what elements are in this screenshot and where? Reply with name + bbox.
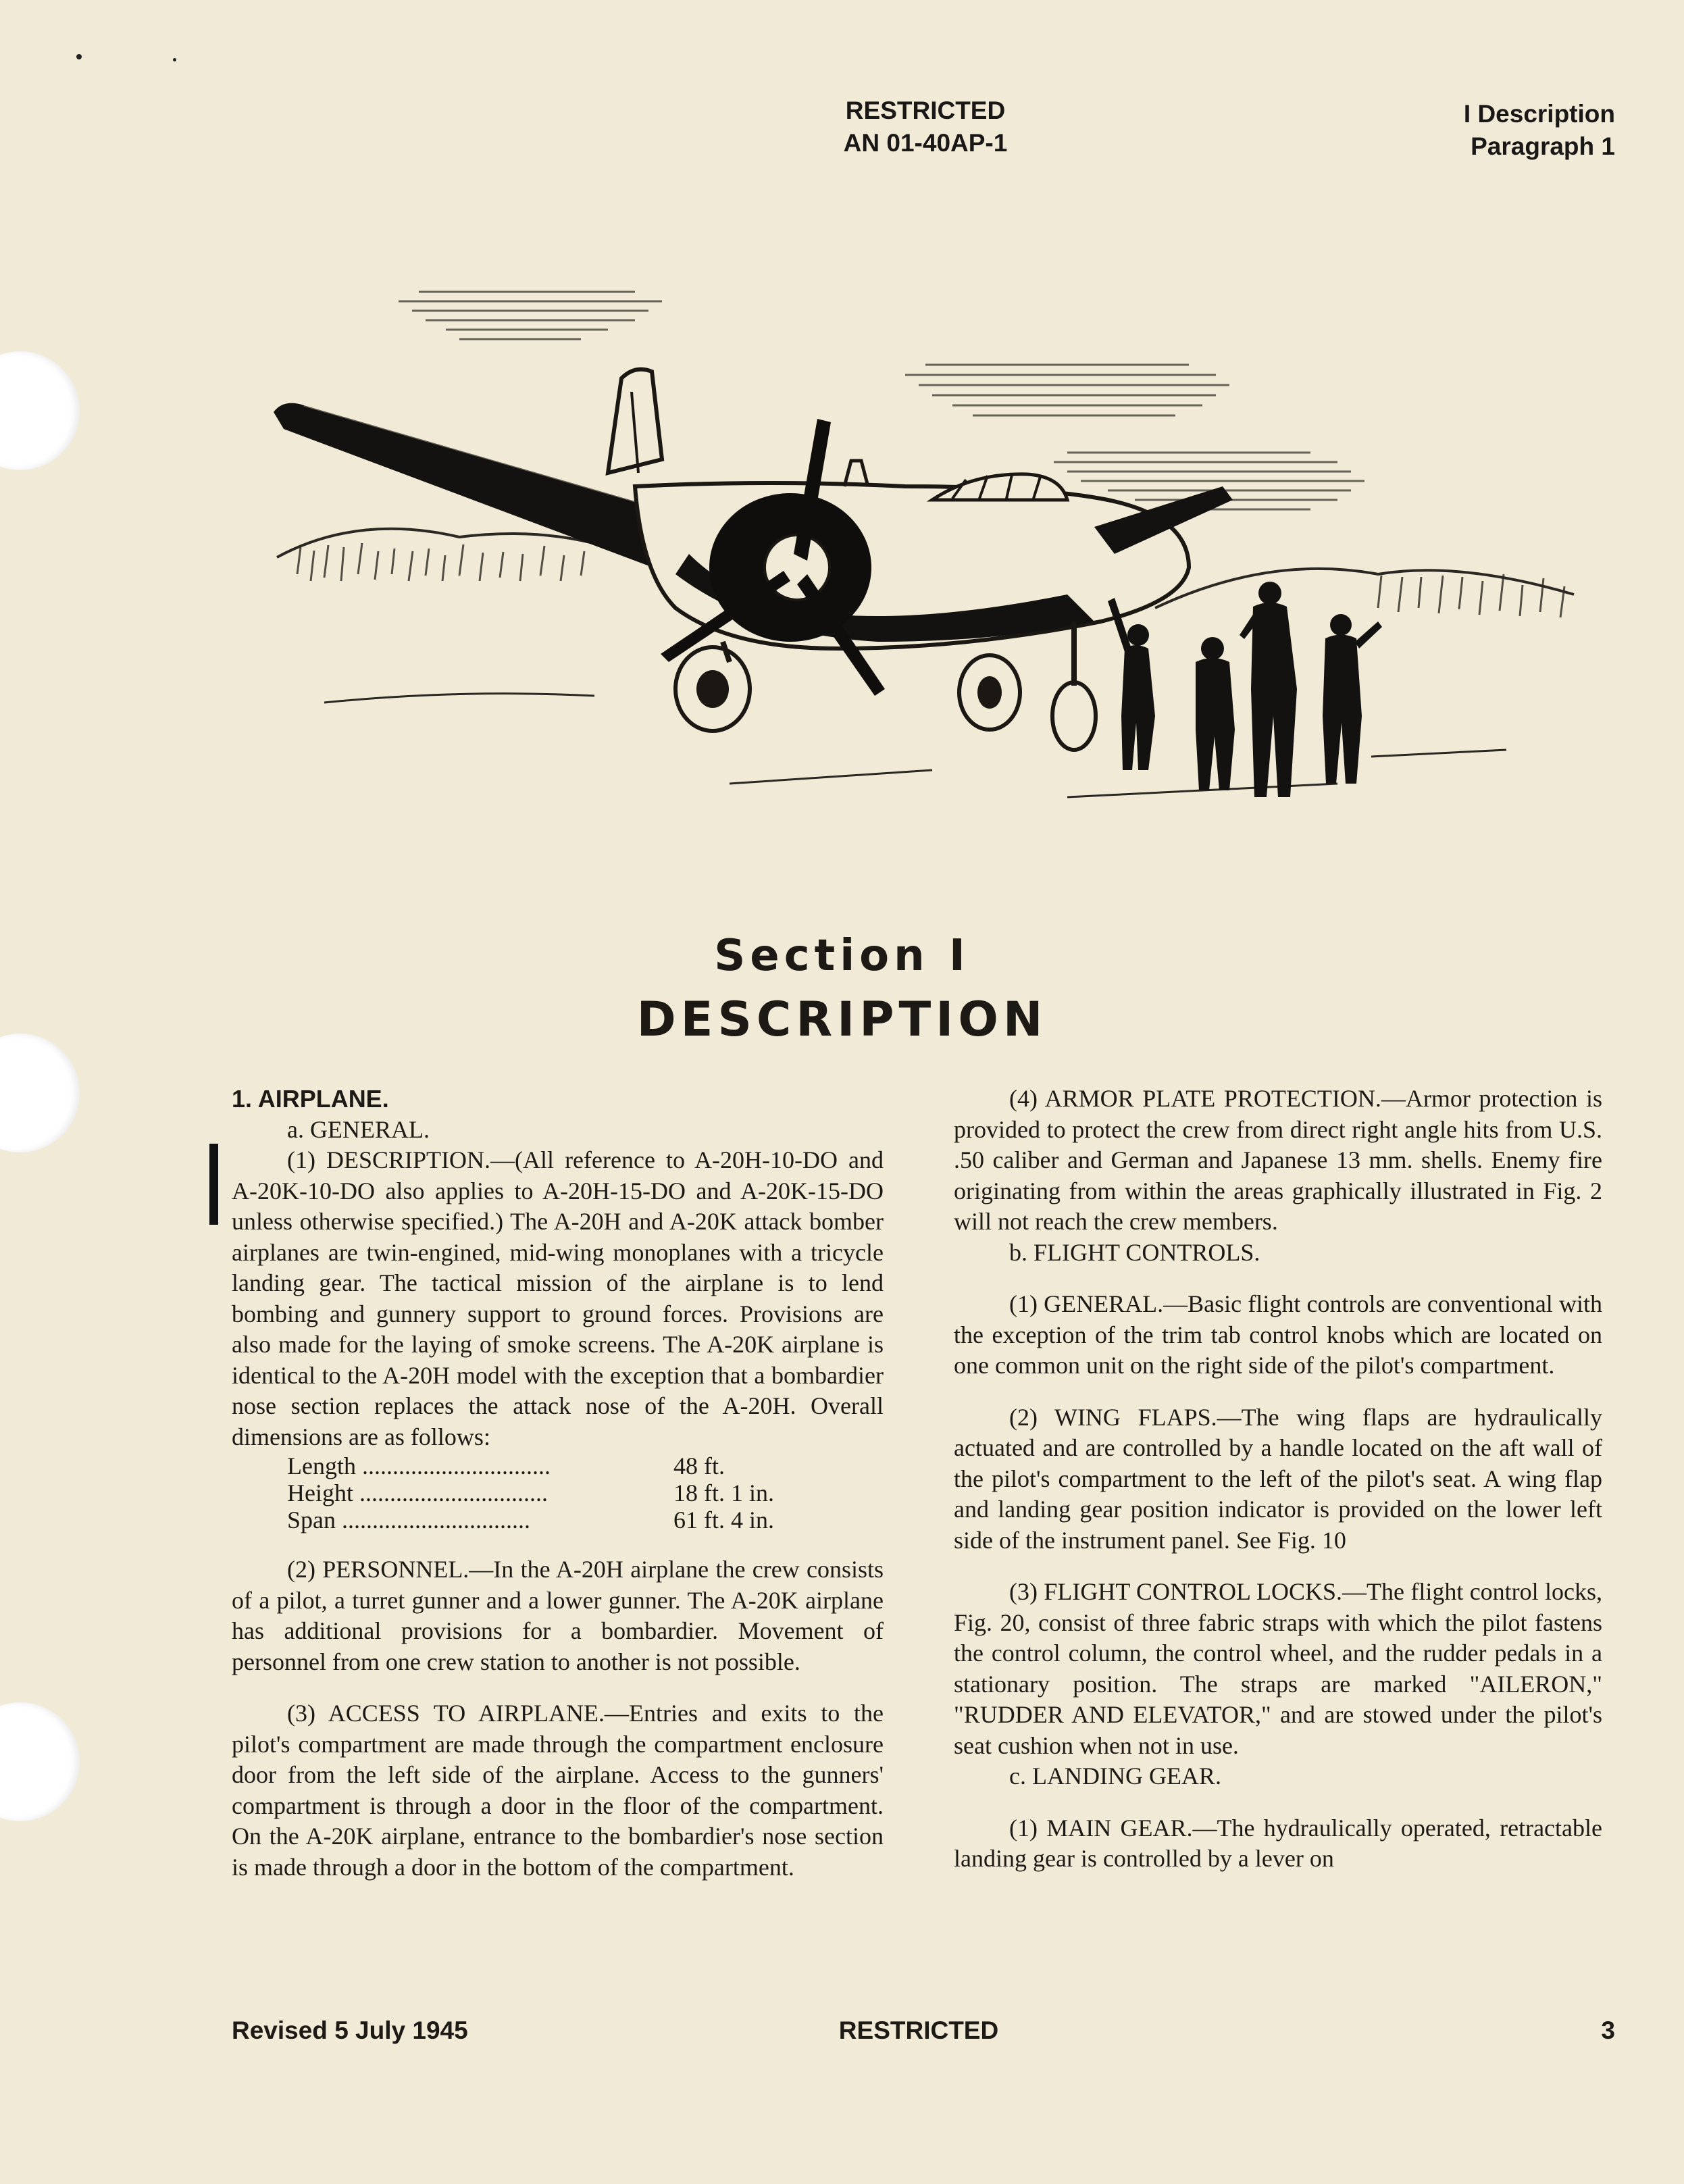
dimension-label: Span — [287, 1506, 336, 1533]
header-center — [757, 95, 1094, 159]
left-column — [232, 1084, 884, 1883]
airplane-illustration — [257, 284, 1601, 959]
subheading-flight-controls: b. FLIGHT CONTROLS. — [1009, 1238, 1260, 1266]
dimension-label: Length — [287, 1452, 356, 1479]
paragraph-main-gear: (1) MAIN GEAR.—The hydraulically operated, retractable landing gear is controlled by a lever on — [954, 1814, 1602, 1872]
section-number: Section I — [714, 931, 970, 981]
binder-hole — [0, 1702, 80, 1821]
dimensions-table — [287, 1452, 774, 1533]
header-section-ref: I Description — [1463, 100, 1615, 128]
header-doc-number: AN 01-40AP-1 — [843, 129, 1008, 157]
paragraph-flight-general: (1) GENERAL.—Basic flight controls are conventional with the exception of the trim tab control knobs which are located on one common unit on the right side of the pilot's compartment. — [954, 1290, 1602, 1379]
right-column — [954, 1084, 1602, 1875]
dimension-label: Height — [287, 1479, 353, 1506]
binder-hole — [0, 1034, 80, 1152]
subheading-landing-gear: c. LANDING GEAR. — [1009, 1762, 1221, 1789]
page-number: 3 — [1601, 2016, 1615, 2044]
paragraph-personnel: (2) PERSONNEL.—In the A-20H airplane the crew consists of a pilot, a turret gunner and a lower gunner. The A-20K airplane has additional provisions for a bombardier. Movement of personnel from one crew station to another is not possible. — [232, 1556, 884, 1675]
header-paragraph-ref: Paragraph 1 — [1471, 132, 1615, 160]
paragraph-wing-flaps: (2) WING FLAPS.—The wing flaps are hydraulically actuated and are controlled by a handle located on the aft wall of the pilot's compartment to the left of the pilot's seat. A wing flap and landing gear position indicator is provided on the lower left side of the instrument panel. See Fig. 10 — [954, 1403, 1602, 1554]
header-right — [1237, 98, 1615, 163]
footer-classification: RESTRICTED — [838, 2016, 999, 2044]
ground-crew — [1108, 582, 1382, 797]
dimension-value: 48 ft. — [673, 1452, 725, 1479]
paragraph-armor: (4) ARMOR PLATE PROTECTION.—Armor protection is provided to protect the crew from direct right angle hits from U.S. .50 caliber and German and Japanese 13 mm. shells. Enemy fire originating from within the areas graphically illustrated in Fig. 2 will not reach the crew members. — [954, 1085, 1602, 1235]
dimension-value: 18 ft. 1 in. — [673, 1479, 774, 1506]
revision-change-bar — [209, 1144, 218, 1225]
paragraph-description: (1) DESCRIPTION.—(All reference to A-20H-10-DO and A-20K-10-DO also applies to A-20H-15-DO and A-20K-15-DO unless otherwise specified.) The A-20H and A-20K attack bomber airplanes are twin-engined, mid-wing monoplanes with a tricycle landing gear. The tactical mission of the airplane is to lend bombing and gunnery support to ground forces. Provisions are also made for the laying of smoke screens. The A-20K airplane is identical to the A-20H model with the exception that a bombardier nose section replaces the attack nose of the A-20H. Overall dimensions are as follows: — [232, 1146, 884, 1450]
table-row: Height ............................... 18 ft. 1 in. — [287, 1479, 774, 1506]
header-classification: RESTRICTED — [845, 97, 1006, 124]
heading-airplane: 1. AIRPLANE. — [232, 1085, 389, 1113]
dimension-value: 61 ft. 4 in. — [673, 1506, 774, 1533]
subheading-general: a. GENERAL. — [287, 1115, 430, 1143]
print-speck — [173, 58, 176, 61]
binder-hole — [0, 351, 80, 470]
table-row: Span ............................... 61 ft. 4 in. — [287, 1506, 774, 1533]
paragraph-control-locks: (3) FLIGHT CONTROL LOCKS.—The flight control locks, Fig. 20, consist of three fabric straps with which the pilot fastens the control column, the control wheel, and the rudder pedals in a stationary position. The straps are marked "AILERON," "RUDDER AND ELEVATOR," and are stowed under the pilot's seat cushion when not in use. — [954, 1578, 1602, 1759]
table-row: Length ............................... 48 ft. — [287, 1452, 774, 1479]
paragraph-access: (3) ACCESS TO AIRPLANE.—Entries and exits to the pilot's compartment are made through the compartment enclosure door from the left side of the airplane. Access to the gunners' compartment is through a door in the floor of the compartment. On the A-20K airplane, entrance to the bombardier's nose section is made through a door in the bottom of the compartment. — [232, 1700, 884, 1881]
footer-revised: Revised 5 July 1945 — [232, 2016, 468, 2044]
section-title: DESCRIPTION — [636, 992, 1048, 1047]
print-speck — [76, 54, 82, 59]
